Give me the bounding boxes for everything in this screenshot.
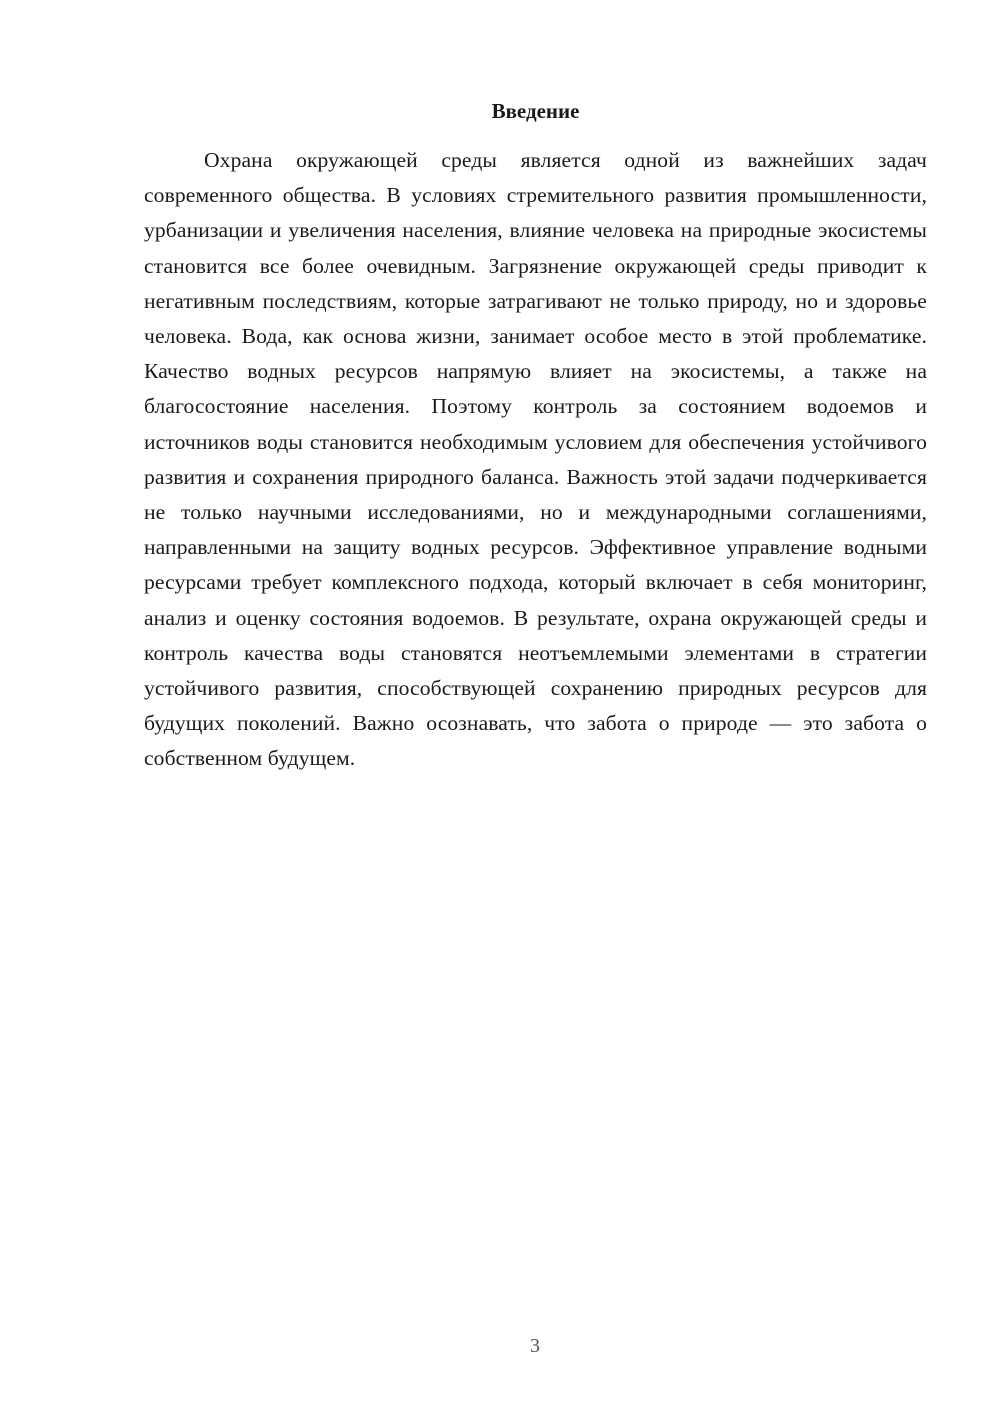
section-heading: Введение [491,99,580,123]
body-paragraph: Охрана окружающей среды является одной из важнейших задач современного общества. В условиях стремительного развития промышленности, урбанизации и увеличения населения, влияние человека на природные экосистемы становится все более очевидным. Загрязнение окружающей среды приводит к негативным последствиям, которые затрагивают не только природу, но и здоровье человека. Вода, как основа жизни, занимает особое место в этой проблематике. Качество водных ресурсов напрямую влияет на экосистемы, а также на благосостояние населения. Поэтому контроль за состоянием водоемов и источников воды становится необходимым условием для обеспечения устойчивого развития и сохранения природного баланса. Важность этой задачи подчеркивается не только научными исследованиями, но и международными соглашениями, направленными на защиту водных ресурсов. Эффективное управление водными ресурсами требует комплексного подхода, который включает в себя мониторинг, анализ и оценку состояния водоемов. В результате, охрана окружающей среды и контроль качества воды становятся неотъемлемыми элементами в стратегии устойчивого развития, способствующей сохранению природных ресурсов для будущих поколений. Важно осознавать, что забота о природе — это забота о собственном будущем. [144,148,927,771]
page-number: 3 [530,1335,540,1357]
